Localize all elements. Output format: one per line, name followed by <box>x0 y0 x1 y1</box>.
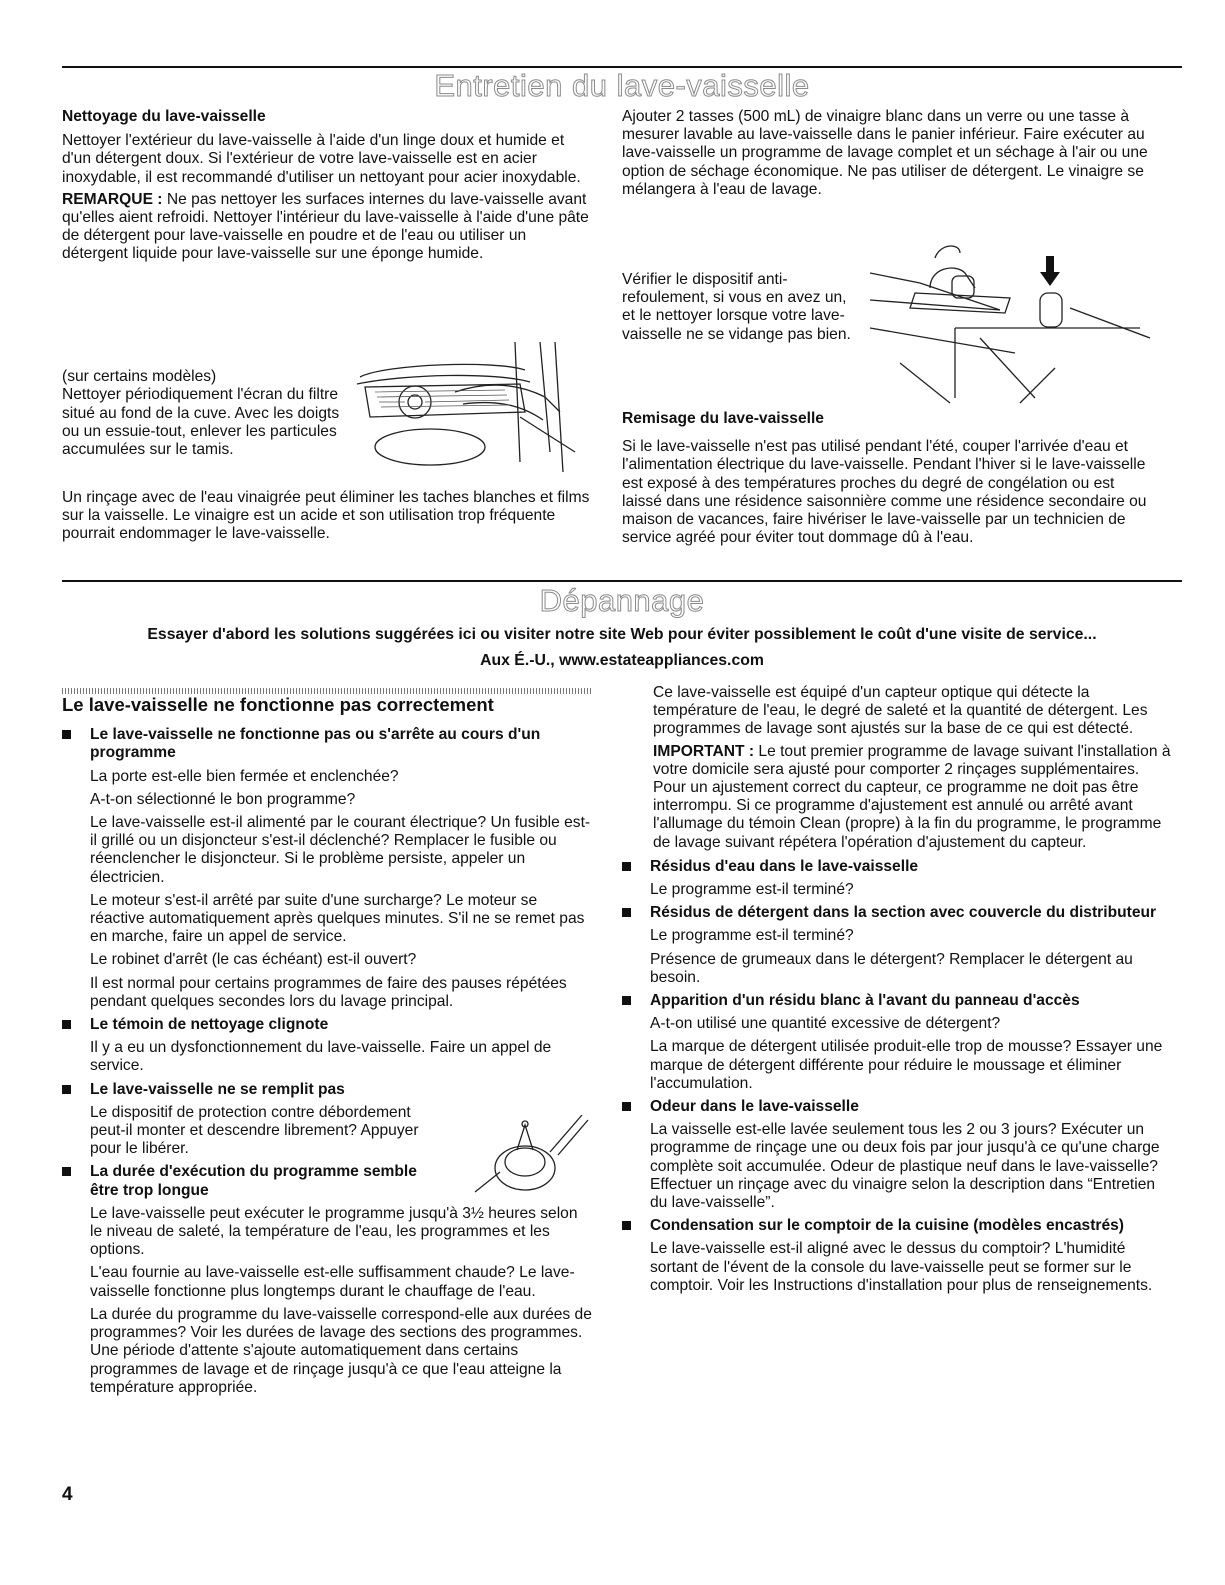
bullet-square-icon <box>62 730 71 739</box>
problem-heading: Odeur dans le lave-vaisselle <box>650 1098 859 1116</box>
storage-heading: Remisage du lave-vaisselle <box>622 410 824 427</box>
bullet-square-icon <box>62 1085 71 1094</box>
problem-heading: Condensation sur le comptoir de la cuisine (modèles encastrés) <box>650 1217 1125 1235</box>
note-label: REMARQUE : <box>62 190 163 208</box>
problem-text: Il est normal pour certains programmes de faire des pauses répétées pendant quelques secondes lors du lavage principal. <box>90 974 567 1010</box>
filter-illustration <box>345 342 590 482</box>
problem-item <box>622 858 1173 899</box>
important-paragraph <box>653 743 1173 852</box>
bullet-square-icon <box>622 908 631 917</box>
troubleshooting-subheading: Le lave-vaisselle ne fonctionne pas correctement <box>62 694 494 715</box>
problem-text: Le moteur s'est-il arrêté par suite d'une surcharge? Le moteur se réactive automatiquement après quelques minutes. S'il ne se remet pas en marche, faire un appel de service. <box>90 891 585 946</box>
rinse-text-block <box>62 489 592 548</box>
problem-text: Le lave-vaisselle peut exécuter le programme jusqu'à 3½ heures selon le niveau de saleté, la température de l'eau, les programmes et les options. <box>90 1204 578 1259</box>
problem-text: Le robinet d'arrêt (le cas échéant) est-il ouvert? <box>90 951 417 969</box>
problem-text: Le lave-vaisselle est-il aligné avec le dessus du comptoir? L'humidité sortant de l'évent de la console du lave-vaisselle peut se former sur le comptoir. Voir les Instructions d'installation pour plus de renseignements. <box>650 1240 1153 1294</box>
filter-text-block <box>62 350 347 481</box>
problem-text: L'eau fournie au lave-vaisselle est-elle suffisamment chaude? Le lave-vaisselle fonctionne plus longtemps durant le chauffage de l'eau. <box>90 1264 575 1300</box>
bullet-square-icon <box>62 1020 71 1029</box>
problem-text: Le programme est-il terminé? <box>650 881 854 899</box>
section-title-troubleshooting: Dépannage <box>539 583 705 618</box>
airgap-text-block <box>622 271 862 348</box>
bullet-square-icon <box>622 1102 631 1111</box>
section-title-maintenance: Entretien du lave-vaisselle <box>434 68 810 103</box>
problem-item <box>62 1016 592 1076</box>
right-problem-list <box>622 858 1173 1295</box>
problem-text: Le lave-vaisselle est-il alimenté par le courant électrique? Un fusible est-il grillé ou un disjoncteur s'est-il déclenché? Remplacer le fusible ou réenclencher le disjoncteur. Si le problème persiste, appeler un électricien. <box>90 814 591 886</box>
filter-paragraph: (sur certains modèles) Nettoyer périodiquement l'écran du filtre situé au fond de la cuve. Avec les doigts ou un essuie-tout, enlever les particules accumulées sur le tamis. <box>62 368 340 459</box>
bullet-square-icon <box>622 1221 631 1230</box>
important-label: IMPORTANT : <box>653 742 755 760</box>
rinse-paragraph: Un rinçage avec de l'eau vinaigrée peut éliminer les taches blanches et films sur la vaisselle. Le vinaigre est un acide et son utilisation trop fréquente pourrait endommager le lave-vaisselle. <box>62 489 590 543</box>
problem-heading: Le lave-vaisselle ne se remplit pas <box>90 1080 345 1098</box>
troubleshooting-left-column <box>62 696 592 1402</box>
intro-line-2: Aux É.-U., www.estateappliances.com <box>480 652 764 669</box>
problem-item <box>622 904 1173 987</box>
troubleshooting-right-column <box>650 684 1173 1300</box>
problem-text: La vaisselle est-elle lavée seulement tous les 2 ou 3 jours? Exécuter un programme de rinçage une ou deux fois par jour jusqu'à ce qu'une charge complète soit accumulée. Odeur de plastique neuf dans le lave-vaisselle? Effectuer un rinçage avec du vinaigre selon la description dans “Entretien du lave-vaisselle”. <box>650 1121 1160 1212</box>
storage-block <box>622 410 1152 551</box>
problem-item <box>622 1217 1173 1295</box>
airgap-paragraph: Vérifier le dispositif anti-refoulement, si vous en avez un, et le nettoyer lorsque votre lave-vaisselle ne se vidange pas bien. <box>622 271 851 343</box>
problem-text: La porte est-elle bien fermée et enclenchée? <box>90 767 399 785</box>
left-problem-list <box>62 726 592 1397</box>
intro-line-1: Essayer d'abord les solutions suggérées ici ou visiter notre site Web pour éviter possiblement le coût d'une visite de service... <box>147 626 1097 643</box>
problem-item <box>622 1098 1173 1212</box>
problem-heading: Résidus de détergent dans la section avec couvercle du distributeur <box>650 904 1157 922</box>
problem-heading: Le témoin de nettoyage clignote <box>90 1016 329 1034</box>
problem-text: Il y a eu un dysfonctionnement du lave-vaisselle. Faire un appel de service. <box>90 1039 552 1075</box>
sink-airgap-illustration <box>860 238 1160 408</box>
problem-item <box>622 992 1173 1093</box>
cleaning-note <box>62 191 592 264</box>
problem-heading: Apparition d'un résidu blanc à l'avant du panneau d'accès <box>650 992 1080 1010</box>
important-text: Le tout premier programme de lavage suivant l'installation à votre domicile sera ajusté pour comporter 2 rinçages supplémentaires. Pour un ajustement correct du capteur, ce programme ne doit pas être interrompu. Si ce programme d'ajustement est annulé ou arrêté avant l'allumage du témoin Clean (propre) à la fin du programme, le programme de lavage suivant répétera l'opération d'ajustement du capteur. <box>653 742 1171 851</box>
maintenance-right-column <box>622 108 1152 203</box>
bullet-square-icon <box>622 862 631 871</box>
problem-text: La marque de détergent utilisée produit-elle trop de mousse? Essayer une marque de détergent différente pour réduire le moussage et éliminer l'accumulation. <box>650 1038 1163 1092</box>
middle-rule <box>62 580 1182 582</box>
problem-text: Présence de grumeaux dans le détergent? Remplacer le détergent au besoin. <box>650 950 1133 986</box>
problem-text: A-t-on sélectionné le bon programme? <box>90 790 356 808</box>
problem-heading: La durée d'exécution du programme semble être trop longue <box>90 1163 417 1199</box>
bullet-square-icon <box>622 996 631 1005</box>
note-text: Ne pas nettoyer les surfaces internes du lave-vaisselle avant qu'elles aient refroidi. Nettoyer l'intérieur du lave-vaisselle à l'aide d'une pâte de détergent pour lave-vaisselle en poudre et de l'eau ou utiliser un détergent liquide pour lave-vaisselle sur une éponge humide. <box>62 190 589 263</box>
cleaning-heading: Nettoyage du lave-vaisselle <box>62 108 266 125</box>
page-number: 4 <box>62 1484 73 1505</box>
bullet-square-icon <box>62 1167 71 1176</box>
cleaning-paragraph: Nettoyer l'extérieur du lave-vaisselle à l'aide d'un linge doux et humide et d'un détergent doux. Si l'extérieur de votre lave-vaisselle est en acier inoxydable, il est recommandé d'utiliser un nettoyant pour acier inoxydable. <box>62 132 581 186</box>
problem-text: Le dispositif de protection contre débordement peut-il monter et descendre librement? Appuyer pour le libérer. <box>90 1103 419 1158</box>
problem-heading: Résidus d'eau dans le lave-vaisselle <box>650 857 919 875</box>
troubleshooting-intro <box>62 624 1182 672</box>
problem-heading: Le lave-vaisselle ne fonctionne pas ou s'arrête au cours d'un programme <box>90 726 541 762</box>
vinegar-paragraph: Ajouter 2 tasses (500 mL) de vinaigre blanc dans un verre ou une tasse à mesurer lavable au lave-vaisselle dans le panier inférieur. Faire exécuter au lave-vaisselle un programme de lavage complet et un séchage à l'air ou une option de séchage économique. Ne pas utiliser de détergent. Le vinaigre se mélangera à l'eau de lavage. <box>622 108 1148 198</box>
problem-text: La durée du programme du lave-vaisselle correspond-elle aux durées de programmes? Voir les durées de lavage des sections des programmes. Une période d'attente s'ajoute automatiquement dans certains programmes de lavage et de rinçage jusqu'à ce que l'eau atteigne la température appropriée. <box>90 1305 592 1396</box>
maintenance-left-column <box>62 108 592 268</box>
problem-text: Le programme est-il terminé? <box>650 927 854 945</box>
overfill-float-illustration <box>470 1110 590 1200</box>
storage-paragraph: Si le lave-vaisselle n'est pas utilisé pendant l'été, couper l'arrivée d'eau et l'alimentation électrique du lave-vaisselle. Pendant l'hiver si le lave-vaisselle est exposé à des températures proches du degré de congélation ou est laissé dans une résidence saisonnière comme une résidence secondaire ou maison de vacances, faire hivériser le lave-vaisselle par un technicien de service agréé pour éviter tout dommage dû à l'eau. <box>622 438 1147 547</box>
problem-text: A-t-on utilisé une quantité excessive de détergent? <box>650 1015 1001 1033</box>
problem-item <box>62 726 592 1011</box>
sensor-paragraph: Ce lave-vaisselle est équipé d'un capteur optique qui détecte la température de l'eau, le degré de saleté et la quantité de détergent. Les programmes de lavage sont ajustés sur la base de ce qui est détecté. <box>653 684 1148 738</box>
